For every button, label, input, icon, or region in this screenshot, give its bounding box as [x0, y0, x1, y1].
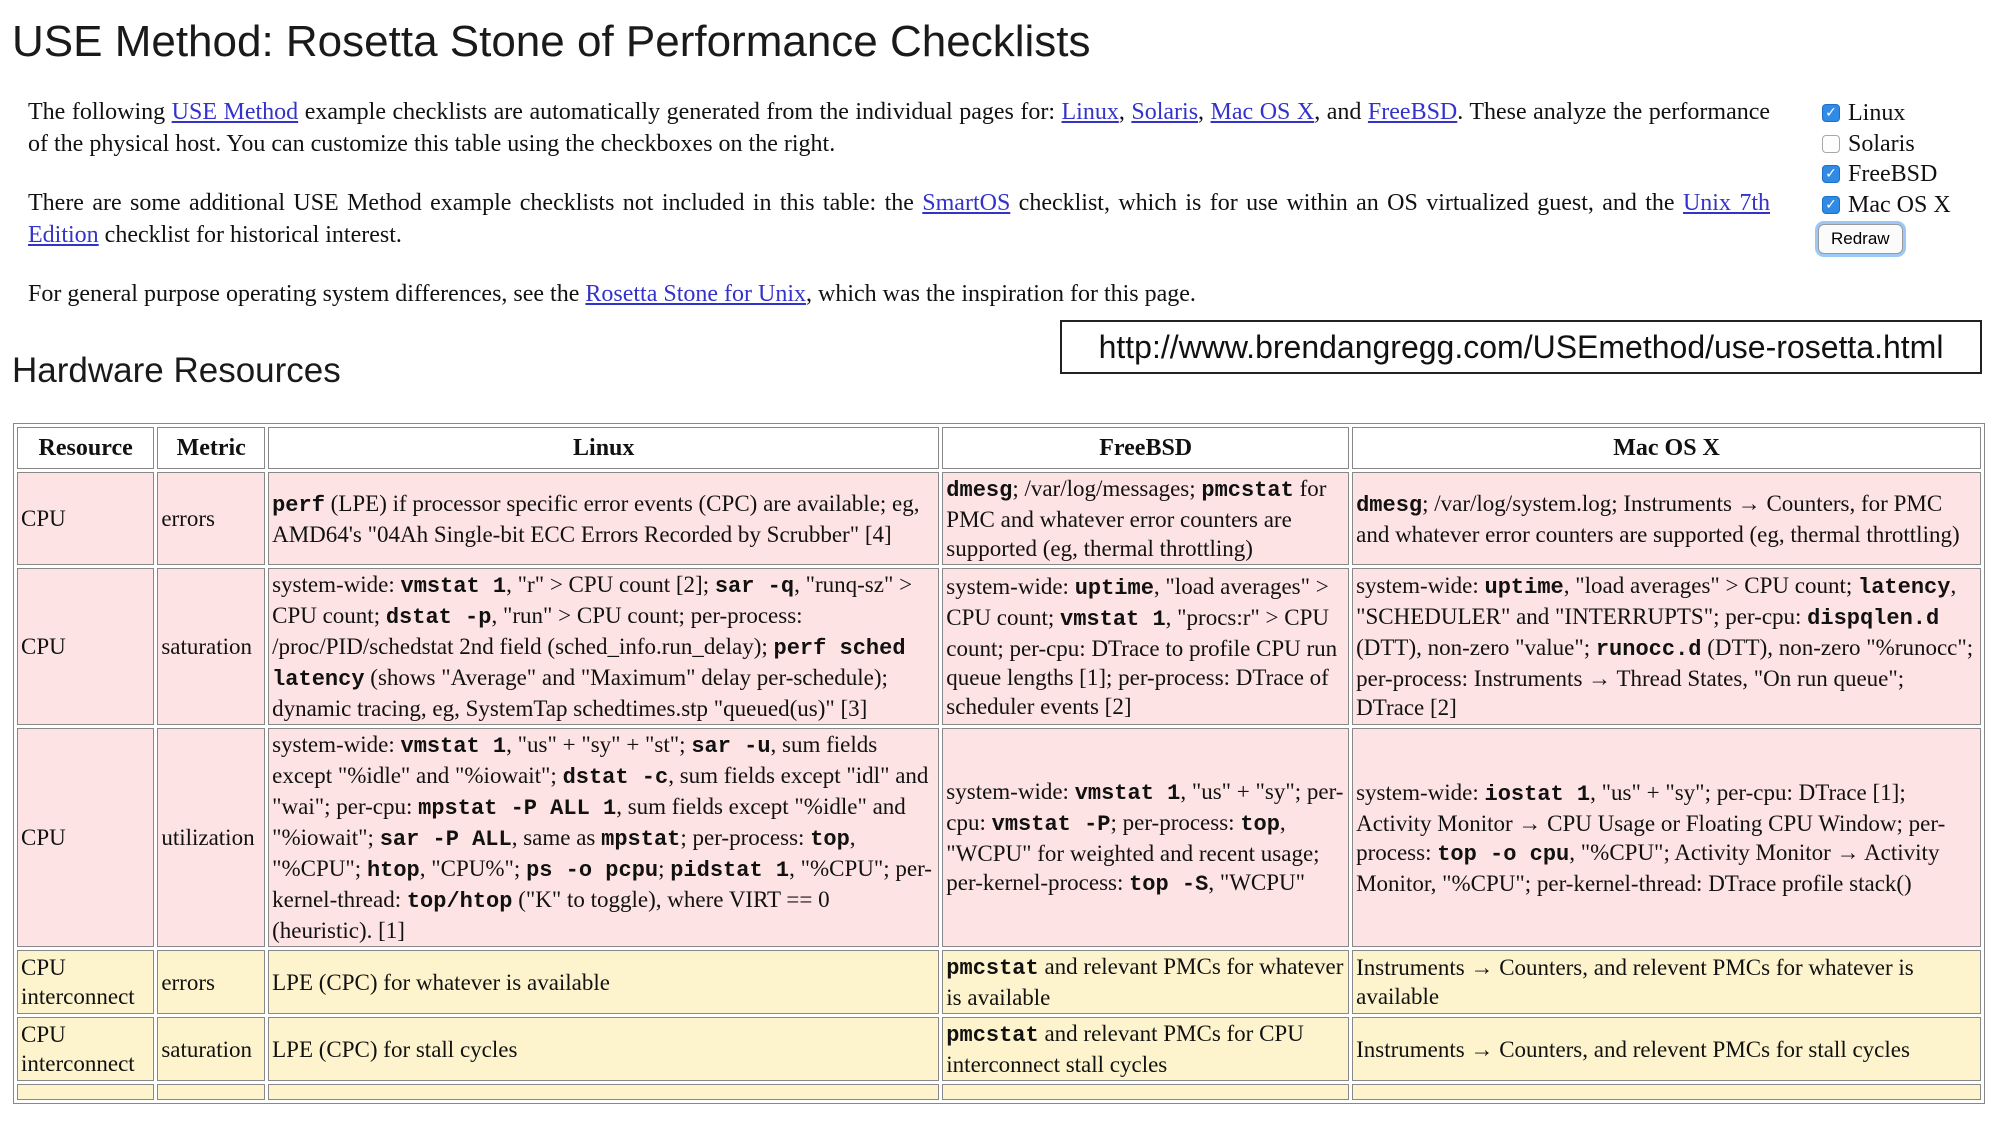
text-run: LPE (CPC) for whatever is available	[272, 969, 610, 995]
link-rosetta-stone-for-unix[interactable]: Rosetta Stone for Unix	[585, 281, 807, 307]
command-text: iostat 1	[1484, 781, 1591, 807]
metric-cell: errors	[157, 950, 265, 1014]
text-run: , "runq-sz" > CPU count;	[272, 572, 913, 628]
command-text: top	[1240, 811, 1280, 837]
command-text: vmstat 1	[1074, 780, 1181, 806]
text-run: system-wide:	[272, 572, 401, 597]
os-option-freebsd[interactable]	[1822, 159, 1992, 190]
table-row	[17, 568, 1981, 725]
text-run: (DTT), non-zero "%runocc"; per-process: Instruments → Thread States, "On run queue"; DTrace [2]	[1356, 635, 1974, 720]
command-text: runocc.d	[1595, 637, 1702, 662]
text-run: . These analyze the performance of the physical host. You can customize this table using the checkboxes on the right.	[28, 99, 1771, 157]
command-text: uptime	[1484, 575, 1564, 600]
redraw-button[interactable]: Redraw	[1818, 224, 1903, 254]
command-text: top -S	[1129, 871, 1209, 897]
partial-cell	[1352, 1084, 1981, 1100]
command-text: dstat -p	[385, 605, 492, 630]
text-run: system-wide:	[1356, 573, 1485, 598]
command-text: latency	[1858, 575, 1951, 600]
command-text: vmstat 1	[400, 734, 507, 759]
text-run: LPE (CPC) for stall cycles	[272, 1036, 518, 1062]
command-text: dmesg	[1356, 492, 1423, 518]
link-freebsd[interactable]: FreeBSD	[1367, 99, 1458, 125]
freebsd-cell	[942, 728, 1349, 947]
page-title: USE Method: Rosetta Stone of Performance Checklists	[12, 17, 1091, 66]
text-run: system-wide:	[946, 778, 1075, 804]
text-run: , "load averages" > CPU count;	[1563, 573, 1859, 598]
command-text: top -o cpu	[1437, 841, 1570, 867]
text-run: ; per-process:	[1110, 809, 1241, 835]
freebsd-cell	[942, 1017, 1349, 1081]
command-text: ps -o pcpu	[526, 858, 659, 883]
header-macos: Mac OS X	[1352, 427, 1981, 469]
command-text: perf sched latency	[272, 636, 906, 692]
header-metric: Metric	[157, 427, 265, 469]
text-run: system-wide:	[946, 574, 1075, 599]
text-run: ("K" to toggle), where VIRT == 0 (heuristic). [1]	[272, 887, 830, 943]
os-option-label: Linux	[1848, 100, 1906, 127]
link-use-method[interactable]: USE Method	[171, 99, 299, 125]
text-run: ; /var/log/system.log; Instruments → Counters, for PMC and whatever error counters are supported (eg, thermal throttling)	[1356, 490, 1960, 547]
intro-paragraph-3	[28, 278, 1770, 310]
text-run: example checklists are automatically generated from the individual pages for:	[298, 99, 1062, 125]
table-row	[17, 950, 1981, 1014]
freebsd-cell	[942, 472, 1349, 565]
header-linux: Linux	[268, 427, 939, 469]
table-row	[17, 1017, 1981, 1081]
table-header-row	[17, 427, 1981, 469]
partial-cell	[268, 1084, 939, 1100]
text-run: , "CPU%";	[419, 856, 527, 881]
partial-cell	[157, 1084, 265, 1100]
text-run: ,	[1198, 99, 1211, 125]
text-run: , "r" > CPU count [2];	[506, 572, 715, 597]
freebsd-cell	[942, 568, 1349, 725]
os-filter-panel	[1822, 98, 1992, 254]
macos-cell	[1352, 1017, 1981, 1081]
command-text: sar -P ALL	[379, 827, 512, 852]
command-text: perf	[272, 492, 325, 518]
text-run: system-wide:	[1356, 779, 1485, 805]
text-run: (DTT), non-zero "value";	[1356, 635, 1596, 660]
command-text: sar -q	[714, 574, 795, 599]
text-run: , "%CPU"; per-kernel-thread:	[272, 856, 932, 912]
linux-cell	[268, 472, 939, 565]
table-row	[17, 728, 1981, 947]
link-unix-7th-edition[interactable]: Unix 7th Edition	[28, 190, 1771, 248]
table-row	[17, 472, 1981, 565]
os-option-label: Mac OS X	[1848, 191, 1951, 218]
intro-paragraph-2	[28, 187, 1770, 251]
command-text: dispqlen.d	[1807, 606, 1940, 631]
freebsd-cell	[942, 950, 1349, 1014]
checkbox-linux[interactable]: ✓	[1822, 104, 1840, 122]
os-option-mac-os-x[interactable]	[1822, 190, 1992, 221]
metric-cell: saturation	[157, 568, 265, 725]
header-freebsd: FreeBSD	[942, 427, 1349, 469]
text-run: , "run" > CPU count; per-process: /proc/PID/schedstat 2nd field (sched_info.run_delay);	[272, 603, 803, 659]
command-text: vmstat -P	[991, 811, 1111, 837]
linux-cell	[268, 568, 939, 725]
command-text: dstat -c	[562, 765, 669, 790]
text-run: (LPE) if processor specific error events (CPC) are available; eg, AMD64's "04Ah Single-bit ECC Errors Recorded by Scrubber" [4]	[272, 490, 920, 547]
command-text: top	[810, 827, 850, 852]
text-run: The following	[28, 99, 172, 125]
text-run: ;	[658, 856, 671, 881]
text-run: , "procs:r" > CPU count; per-cpu: DTrace to profile CPU run queue lengths [1]; per-process: DTrace of scheduler events [2]	[946, 605, 1338, 719]
metric-cell: errors	[157, 472, 265, 565]
text-run: for PMC and whatever error counters are supported (eg, thermal throttling)	[946, 476, 1327, 561]
text-run: ; per-process:	[680, 825, 811, 850]
link-mac-os-x[interactable]: Mac OS X	[1210, 99, 1315, 125]
text-run: , which was the inspiration for this page.	[806, 281, 1196, 307]
link-smartos[interactable]: SmartOS	[922, 190, 1011, 216]
command-text: pmcstat	[1201, 478, 1294, 503]
text-run: For general purpose operating system differences, see the	[28, 281, 586, 307]
text-run: , "us" + "sy"; per-cpu: DTrace [1]; Activity Monitor → CPU Usage or Floating CPU Window; per-process:	[1356, 779, 1946, 865]
text-run: Instruments → Counters, and relevent PMCs for stall cycles	[1356, 1036, 1910, 1062]
link-solaris[interactable]: Solaris	[1131, 99, 1199, 125]
resource-cell: CPU	[17, 568, 154, 725]
text-run: and relevant PMCs for CPU interconnect stall cycles	[946, 1021, 1304, 1077]
command-text: mpstat	[601, 827, 681, 852]
resource-cell: CPU	[17, 728, 154, 947]
text-run: ; /var/log/messages;	[1012, 476, 1202, 501]
command-text: htop	[366, 858, 420, 883]
command-text: vmstat 1	[400, 574, 507, 599]
checkbox-freebsd[interactable]: ✓	[1822, 165, 1840, 183]
table-row-partial	[17, 1084, 1981, 1100]
macos-cell	[1352, 728, 1981, 947]
url-caption: http://www.brendangregg.com/USEmethod/use-rosetta.html	[1060, 320, 1982, 374]
os-option-label: FreeBSD	[1848, 161, 1938, 188]
text-run: , sum fields except "%idle" and "%iowait";	[272, 732, 878, 788]
text-run: , "WCPU"	[1208, 869, 1306, 895]
os-option-label: Solaris	[1848, 130, 1915, 157]
metric-cell: saturation	[157, 1017, 265, 1081]
text-run: checklist for historical interest.	[98, 222, 402, 248]
command-text: top/htop	[406, 889, 513, 914]
text-run: system-wide:	[272, 732, 401, 757]
command-text: vmstat 1	[1060, 607, 1166, 632]
text-run: , sum fields except "%idle" and "%iowait";	[272, 794, 906, 850]
checkbox-solaris[interactable]	[1822, 135, 1840, 153]
checkbox-mac-os-x[interactable]: ✓	[1822, 196, 1840, 214]
command-text: mpstat -P ALL 1	[418, 796, 617, 821]
command-text: pidstat 1	[670, 858, 790, 883]
checklist-table	[13, 423, 1985, 1104]
macos-cell	[1352, 472, 1981, 565]
intro-paragraph-1	[28, 96, 1770, 160]
text-run: (shows "Average" and "Maximum" delay per-schedule); dynamic tracing, eg, SystemTap schedtimes.stp "queued(us)" [3]	[272, 665, 888, 721]
text-run: , "%CPU"; Activity Monitor → Activity Monitor, "%CPU"; per-kernel-thread: DTrace profile stack()	[1356, 839, 1940, 896]
macos-cell	[1352, 950, 1981, 1014]
resource-cell: CPU	[17, 472, 154, 565]
resource-cell: CPU interconnect	[17, 1017, 154, 1081]
text-run: and relevant PMCs for whatever is available	[946, 954, 1344, 1010]
command-text: pmcstat	[946, 1023, 1039, 1048]
command-text: pmcstat	[946, 956, 1039, 981]
linux-cell	[268, 1017, 939, 1081]
text-run: , same as	[511, 825, 602, 850]
metric-cell: utilization	[157, 728, 265, 947]
text-run: , "us" + "sy"; per-cpu:	[946, 778, 1344, 835]
partial-cell	[942, 1084, 1349, 1100]
header-resource: Resource	[17, 427, 154, 469]
os-option-linux[interactable]	[1822, 98, 1992, 129]
text-run: Instruments → Counters, and relevent PMCs for whatever is available	[1356, 955, 1914, 1009]
text-run: , "%CPU";	[272, 825, 856, 881]
text-run: , "load averages" > CPU count;	[946, 574, 1329, 630]
section-heading: Hardware Resources	[12, 351, 341, 390]
command-text: sar -u	[691, 734, 771, 759]
partial-cell	[17, 1084, 154, 1100]
text-run: , "us" + "sy" + "st";	[506, 732, 692, 757]
text-run: There are some additional USE Method example checklists not included in this table: the	[28, 190, 923, 216]
command-text: uptime	[1074, 576, 1154, 601]
link-linux[interactable]: Linux	[1061, 99, 1119, 125]
text-run: checklist, which is for use within an OS virtualized guest, and the	[1010, 190, 1683, 216]
text-run: ,	[1118, 99, 1132, 125]
linux-cell	[268, 950, 939, 1014]
os-option-solaris[interactable]	[1822, 129, 1992, 160]
text-run: , and	[1314, 99, 1368, 125]
linux-cell	[268, 728, 939, 947]
text-run: , "WCPU" for weighted and recent usage; per-kernel-process:	[946, 809, 1320, 895]
command-text: dmesg	[946, 478, 1013, 503]
text-run: , sum fields except "idl" and "wai"; per-cpu:	[272, 763, 929, 819]
resource-cell: CPU interconnect	[17, 950, 154, 1014]
macos-cell	[1352, 568, 1981, 725]
text-run: , "SCHEDULER" and "INTERRUPTS"; per-cpu:	[1356, 573, 1957, 629]
